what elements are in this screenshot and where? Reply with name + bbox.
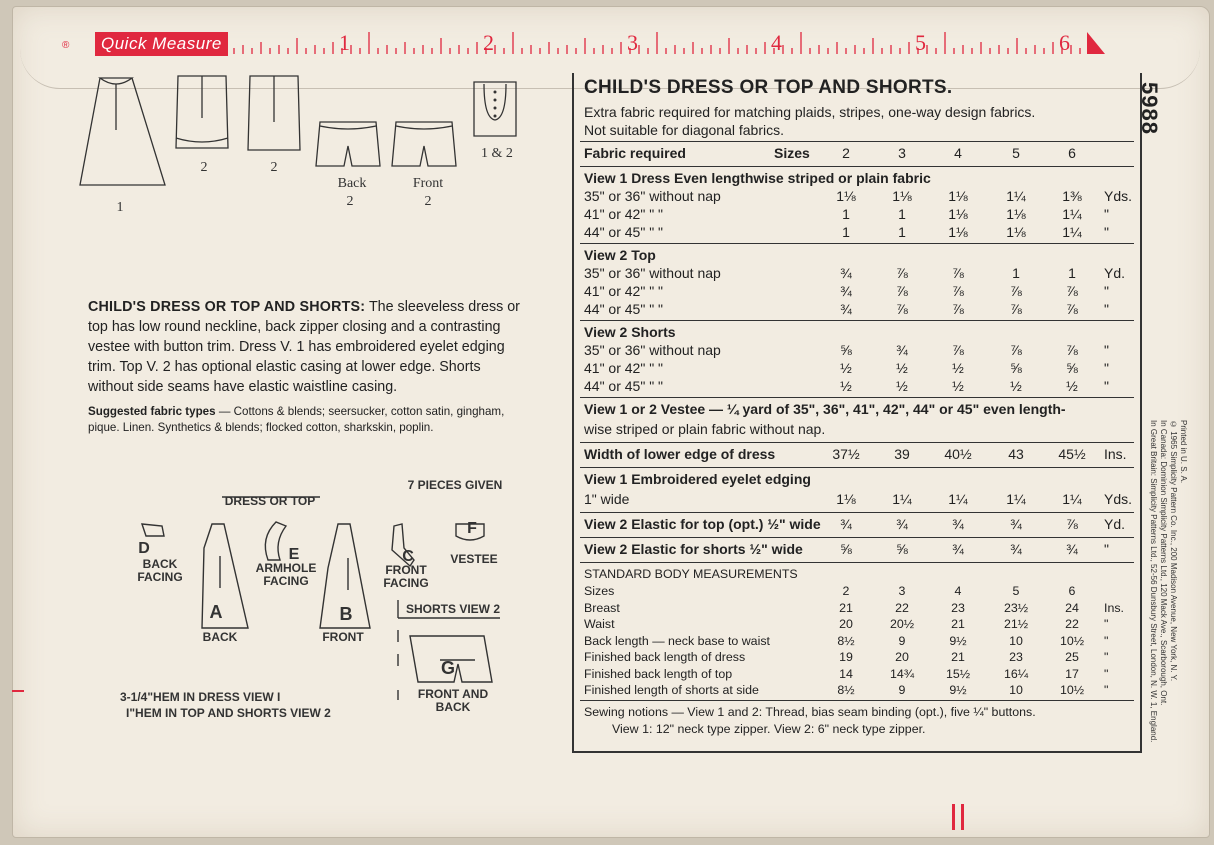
- row-unit: ": [1104, 633, 1109, 648]
- row-value: 22: [895, 600, 909, 615]
- row-value: ⅞: [1066, 516, 1078, 532]
- sketch-label: 2: [346, 194, 354, 209]
- chart-row: [584, 445, 1132, 463]
- row-value: 1⅛: [948, 224, 968, 240]
- row-value: 1¼: [892, 491, 912, 507]
- row-value: ⅞: [952, 283, 964, 299]
- piece-f-label: VESTEE: [450, 552, 498, 566]
- sewing-notions: [584, 703, 1132, 721]
- row-value: 1⅜: [1062, 188, 1082, 204]
- row-value: 4: [954, 584, 962, 598]
- quick-measure-label: Quick Measure: [95, 32, 228, 56]
- row-value: ⅝: [1010, 360, 1022, 376]
- row-value: 1⅛: [1006, 206, 1026, 222]
- row-value: 3: [898, 584, 906, 598]
- row-label: View 2 Shorts: [584, 324, 676, 340]
- piece-c-label: FRONT FACING: [383, 563, 429, 590]
- chart-row: [584, 648, 1132, 666]
- row-label: 44" or 45" " ": [584, 378, 664, 394]
- row-value: 1¼: [1062, 206, 1082, 222]
- row-value: 21: [951, 650, 965, 664]
- yardage-chart: [572, 73, 1142, 753]
- row-unit: ": [1104, 224, 1109, 240]
- row-value: 39: [894, 446, 910, 462]
- row-value: ¾: [896, 516, 908, 532]
- piece-g-label: FRONT AND BACK: [417, 687, 489, 714]
- row-value: ½: [896, 360, 908, 376]
- pattern-pieces: [80, 478, 540, 728]
- ruler-number: 3: [627, 30, 638, 55]
- row-value: 1: [898, 224, 906, 240]
- row-value: ⅝: [1066, 360, 1078, 376]
- row-value: ⅞: [896, 301, 908, 317]
- ruler-number: 1: [339, 30, 350, 55]
- row-label: View 1 Dress Even lengthwise striped or plain fabric: [584, 170, 931, 186]
- copyright-line: In Great Britain: Simplicity Patterns Ltd., 52-56 Dunsbury Street, London, N. W. 1, England.: [1149, 420, 1158, 743]
- row-value: ¾: [840, 516, 852, 532]
- chart-title: CHILD'S DRESS OR TOP AND SHORTS.: [584, 77, 953, 98]
- row-value: ½: [840, 360, 852, 376]
- row-value: 14: [839, 666, 853, 681]
- row-label: Sewing notions — View 1 and 2: Thread, bias seam binding (opt.), five ¼" buttons.: [584, 704, 1036, 719]
- row-value: ⅝: [840, 541, 852, 557]
- row-value: 20: [895, 650, 909, 664]
- row-unit: Ins.: [1104, 600, 1124, 615]
- row-value: 1⅛: [836, 491, 856, 507]
- row-label: View 1 or 2 Vestee — ¼ yard of 35", 36", 41", 42", 44" or 45" even length-: [584, 401, 1066, 417]
- row-value: ½: [840, 378, 852, 394]
- chart-section-title: [584, 246, 1132, 264]
- row-label: Width of lower edge of dress: [584, 446, 776, 462]
- pattern-description: [88, 297, 528, 397]
- chart-row: [584, 282, 1132, 300]
- row-value: ¾: [896, 342, 908, 358]
- copyright-line: © 1965 Simplicity Pattern Co. Inc., 200 Madison Avenue, New York, N. Y.: [1169, 420, 1178, 682]
- row-value: 23: [951, 600, 965, 615]
- row-value: ⅞: [1010, 342, 1022, 358]
- ruler-ticks: [95, 28, 1105, 58]
- row-value: 9: [898, 683, 906, 697]
- row-value: 8½: [837, 683, 855, 697]
- row-value: 1: [898, 206, 906, 222]
- row-label: View 2 Elastic for shorts ½" wide: [584, 541, 803, 557]
- row-unit: Yd.: [1104, 516, 1126, 532]
- row-unit: Ins.: [1104, 446, 1127, 462]
- row-label: 41" or 42" " ": [584, 283, 664, 299]
- hem-note-dress: 3-1/4"HEM IN DRESS VIEW I: [120, 690, 281, 704]
- chart-divider: [580, 397, 1134, 398]
- row-unit: Yds.: [1104, 491, 1133, 507]
- row-value: ⅞: [1010, 283, 1022, 299]
- row-value: ⅞: [952, 265, 964, 281]
- chart-row: [584, 599, 1132, 617]
- row-value: 21: [951, 617, 965, 631]
- piece-a-letter: A: [209, 602, 223, 622]
- row-value: ½: [952, 378, 964, 394]
- chart-divider: [580, 537, 1134, 538]
- vestee-row: [584, 400, 1132, 418]
- row-value: 6: [1068, 145, 1076, 161]
- quick-measure-ruler: [95, 28, 1105, 58]
- vestee-row: [584, 420, 1132, 438]
- row-value: 10½: [1059, 633, 1085, 648]
- piece-d-letter: D: [138, 540, 150, 557]
- row-unit: ": [1104, 650, 1109, 664]
- row-label: Extra fabric required for matching plaids, stripes, one-way design fabrics.: [584, 104, 1036, 120]
- row-value: 40½: [944, 446, 972, 462]
- row-value: 2: [842, 145, 850, 161]
- garment-sketches: [70, 70, 550, 220]
- chart-row: [584, 470, 1132, 488]
- description-text: The sleeveless dress or top has low round neckline, back zipper closing and a contrasting vestee with button trim. Dress V. 1 has embroidered eyelet edging trim. Top V. 2 has optional elastic casing at lower edge. Shorts without side seams have elastic waistline casing.: [88, 299, 520, 395]
- row-unit: ": [1104, 283, 1109, 299]
- sketch-label: 2: [270, 160, 278, 175]
- row-value: 43: [1008, 446, 1024, 462]
- red-marks: [952, 800, 966, 830]
- fabric-heading: Suggested fabric types: [88, 405, 216, 418]
- row-label: STANDARD BODY MEASUREMENTS: [584, 567, 798, 581]
- row-value: 2: [842, 584, 850, 598]
- chart-divider: [580, 562, 1134, 563]
- row-label: Not suitable for diagonal fabrics.: [584, 122, 784, 138]
- row-value: 37½: [832, 446, 860, 462]
- row-unit: ": [1104, 683, 1109, 697]
- chart-section-title: [584, 323, 1132, 341]
- chart-divider: [580, 467, 1134, 468]
- chart-row: [584, 681, 1132, 699]
- row-value: ⅞: [1066, 301, 1078, 317]
- chart-row: [584, 615, 1132, 633]
- row-label: wise striped or plain fabric without nap.: [584, 421, 826, 437]
- row-value: 23: [1009, 650, 1023, 664]
- row-unit: ": [1104, 378, 1109, 394]
- chart-note: [584, 121, 1132, 139]
- row-value: 19: [839, 650, 853, 664]
- row-value: ½: [896, 378, 908, 394]
- row-value: 10½: [1059, 683, 1085, 697]
- chart-row: [584, 300, 1132, 318]
- copyright-line: In Canada: Dominion Simplicity Patterns Ltd., 120 Mack Ave., Scarborough, Ont.: [1159, 420, 1168, 706]
- chart-row: [584, 205, 1132, 223]
- row-value: 6: [1068, 584, 1076, 598]
- chart-row: [584, 665, 1132, 683]
- chart-row: [584, 264, 1132, 282]
- row-label: 44" or 45" " ": [584, 224, 664, 240]
- row-value: 5: [1012, 145, 1020, 161]
- description-heading: CHILD'S DRESS OR TOP AND SHORTS:: [88, 299, 366, 315]
- chart-row: [584, 187, 1132, 205]
- row-value: 1¼: [1062, 224, 1082, 240]
- sizes-label: Sizes: [774, 145, 810, 161]
- row-value: 21½: [1003, 617, 1029, 631]
- row-value: ⅞: [1066, 283, 1078, 299]
- row-label: 41" or 42" " ": [584, 206, 664, 222]
- fabric-text: — Cottons & blends; seersucker, cotton satin, gingham, pique. Linen. Synthetics & blends; flocked cotton, sharkskin, poplin.: [88, 405, 505, 434]
- ruler-number: 5: [915, 30, 926, 55]
- chart-divider: [580, 512, 1134, 513]
- row-value: ⅝: [896, 541, 908, 557]
- row-value: ⅞: [952, 301, 964, 317]
- row-value: ⅞: [952, 342, 964, 358]
- row-value: ⅞: [1010, 301, 1022, 317]
- row-value: 14¾: [889, 666, 915, 681]
- row-label: Finished back length of top: [584, 666, 733, 681]
- row-label: 41" or 42" " ": [584, 360, 664, 376]
- piece-d-label: BACK FACING: [137, 557, 183, 584]
- row-value: 21: [839, 600, 853, 615]
- row-value: ½: [1010, 378, 1022, 394]
- row-value: 1¼: [1062, 491, 1082, 507]
- edge-tick: [12, 690, 24, 692]
- row-label: View 2 Elastic for top (opt.) ½" wide: [584, 516, 821, 532]
- row-value: 1⅛: [892, 188, 912, 204]
- chart-row: [584, 341, 1132, 359]
- chart-divider: [580, 166, 1134, 167]
- fabric-suggestions: [88, 404, 528, 436]
- row-value: ⅝: [840, 342, 852, 358]
- piece-b-letter: B: [339, 604, 353, 624]
- row-value: 10: [1009, 683, 1023, 697]
- copyright-block: [1148, 420, 1188, 750]
- row-label: 35" or 36" without nap: [584, 188, 721, 204]
- row-value: ⅞: [896, 283, 908, 299]
- row-value: 24: [1065, 600, 1079, 615]
- row-value: 9: [898, 633, 906, 648]
- row-value: 1⅛: [948, 206, 968, 222]
- chart-row: [584, 515, 1132, 533]
- row-value: 1¼: [948, 491, 968, 507]
- row-value: ¾: [840, 301, 852, 317]
- dress-or-top-heading: DRESS OR TOP: [224, 494, 316, 508]
- row-value: 5: [1012, 584, 1020, 598]
- ruler-number: 2: [483, 30, 494, 55]
- chart-divider: [580, 700, 1134, 701]
- row-value: ½: [952, 360, 964, 376]
- row-value: 22: [1065, 617, 1079, 631]
- chart-section-title: [584, 169, 1132, 187]
- row-value: 17: [1065, 666, 1079, 681]
- row-label: View 2 Top: [584, 247, 656, 263]
- row-label: Finished back length of dress: [584, 650, 746, 664]
- chart-divider: [580, 320, 1134, 321]
- row-value: 1¼: [1006, 188, 1026, 204]
- body-measurements-title: [584, 565, 1132, 583]
- chart-row: [584, 582, 1132, 600]
- row-value: ¾: [1066, 541, 1078, 557]
- piece-c-letter: C: [402, 548, 414, 565]
- piece-g-letter: G: [440, 658, 455, 678]
- row-value: 1: [842, 206, 850, 222]
- row-value: 4: [954, 145, 962, 161]
- hem-note-top: I"HEM IN TOP AND SHORTS VIEW 2: [126, 706, 331, 720]
- row-value: ⅞: [896, 265, 908, 281]
- row-value: 16¼: [1003, 666, 1029, 681]
- row-value: 20½: [889, 617, 915, 631]
- sewing-notions: View 1: 12" neck type zipper. View 2: 6" neck type zipper.: [612, 721, 926, 736]
- row-label: Sizes: [584, 584, 615, 598]
- row-label: 35" or 36" without nap: [584, 265, 721, 281]
- row-value: 1⅛: [1006, 224, 1026, 240]
- chart-row: [584, 377, 1132, 395]
- sketch-label: Front: [412, 176, 444, 191]
- row-value: ⅞: [1066, 342, 1078, 358]
- chart-row: [584, 540, 1132, 558]
- ruler-number: 4: [771, 30, 782, 55]
- row-value: 3: [898, 145, 906, 161]
- row-value: 1⅛: [836, 188, 856, 204]
- row-value: 23½: [1003, 600, 1029, 615]
- row-value: 15½: [945, 666, 971, 681]
- piece-e-letter: E: [288, 546, 300, 563]
- pattern-number: 5988: [1137, 82, 1162, 135]
- row-value: 1: [1012, 265, 1020, 281]
- row-value: ¾: [1010, 541, 1022, 557]
- chart-row: [584, 359, 1132, 377]
- row-label: Breast: [584, 600, 620, 615]
- row-label: 35" or 36" without nap: [584, 342, 721, 358]
- chart-row: [584, 490, 1132, 508]
- sketch-label: Back: [337, 176, 367, 191]
- chart-row: [584, 223, 1132, 241]
- piece-e-label: ARMHOLE FACING: [255, 561, 317, 588]
- row-value: 1: [842, 224, 850, 240]
- chart-note: [584, 103, 1132, 121]
- chart-divider: [580, 141, 1134, 142]
- registered-mark: ®: [62, 40, 70, 51]
- sketch-label: 1 & 2: [481, 146, 513, 161]
- row-label: View 1 Embroidered eyelet edging: [584, 471, 811, 487]
- row-label: 44" or 45" " ": [584, 301, 664, 317]
- row-value: 25: [1065, 650, 1079, 664]
- piece-a-label: BACK: [202, 630, 238, 644]
- row-value: 10: [1009, 633, 1023, 648]
- row-value: ¾: [952, 516, 964, 532]
- row-unit: ": [1104, 206, 1109, 222]
- chart-row: [584, 632, 1132, 650]
- row-value: 1: [1068, 265, 1076, 281]
- row-unit: ": [1104, 342, 1109, 358]
- row-unit: ": [1104, 360, 1109, 376]
- row-value: ¾: [840, 283, 852, 299]
- row-value: 9½: [949, 633, 967, 648]
- ruler-arrow: [1087, 32, 1105, 54]
- row-label: Finished length of shorts at side: [584, 683, 759, 697]
- row-value: 9½: [949, 683, 967, 697]
- row-value: 1⅛: [948, 188, 968, 204]
- piece-f-letter: F: [467, 520, 477, 537]
- chart-divider: [580, 442, 1134, 443]
- row-unit: ": [1104, 301, 1109, 317]
- row-value: ¾: [1010, 516, 1022, 532]
- chart-header: [584, 144, 1132, 162]
- row-label: 1" wide: [584, 491, 630, 507]
- sketch-label: 2: [424, 194, 432, 209]
- row-value: 20: [839, 617, 853, 631]
- sketch-label: 1: [116, 200, 124, 215]
- chart-divider: [580, 243, 1134, 244]
- pieces-given: 7 PIECES GIVEN: [407, 478, 503, 492]
- row-unit: Yd.: [1104, 265, 1126, 281]
- row-value: 1¼: [1006, 491, 1026, 507]
- shorts-view-heading: SHORTS VIEW 2: [405, 602, 500, 616]
- row-label: Fabric required: [584, 145, 686, 161]
- row-value: ½: [1066, 378, 1078, 394]
- row-label: Waist: [584, 617, 615, 631]
- row-unit: Yds.: [1104, 188, 1133, 204]
- row-value: 45½: [1058, 446, 1086, 462]
- row-value: 8½: [837, 633, 855, 648]
- row-value: ¾: [952, 541, 964, 557]
- row-value: ¾: [840, 265, 852, 281]
- piece-b-label: FRONT: [322, 630, 364, 644]
- row-label: Back length — neck base to waist: [584, 633, 770, 648]
- ruler-number: 6: [1059, 30, 1070, 55]
- sketch-label: 2: [200, 160, 208, 175]
- row-unit: ": [1104, 541, 1109, 557]
- row-unit: ": [1104, 617, 1109, 631]
- copyright-line: Printed in U. S. A.: [1179, 420, 1188, 484]
- row-unit: ": [1104, 666, 1109, 681]
